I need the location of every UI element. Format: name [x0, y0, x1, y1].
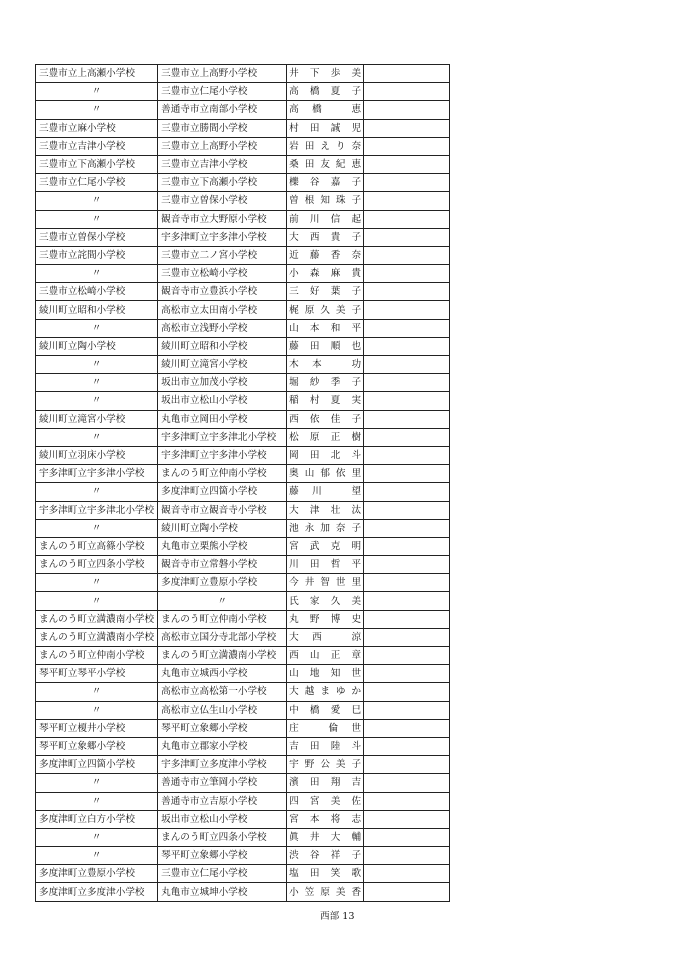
from-school-cell: 〃 [36, 192, 158, 210]
from-school-cell: 〃 [36, 83, 158, 101]
blank-cell [364, 683, 450, 701]
from-school-cell: 〃 [36, 319, 158, 337]
to-school-cell: 三豊市立上高野小学校 [158, 65, 287, 83]
blank-cell [364, 192, 450, 210]
to-school-cell: 高松市立太田南小学校 [158, 301, 287, 319]
table-row [36, 192, 450, 210]
teacher-name-cell [287, 392, 364, 410]
teacher-name: 近 藤 香 奈 [289, 249, 362, 261]
to-school-cell: 宇多津町立宇多津小学校 [158, 228, 287, 246]
to-school-cell: 三豊市立曽保小学校 [158, 192, 287, 210]
teacher-name-cell [287, 847, 364, 865]
to-school-cell: 三豊市立二ノ宮小学校 [158, 246, 287, 264]
table-row [36, 719, 450, 737]
blank-cell [364, 101, 450, 119]
to-school-cell: 宇多津町立宇多津北小学校 [158, 428, 287, 446]
from-school-cell: 〃 [36, 847, 158, 865]
to-school-cell: まんのう町立仲南小学校 [158, 465, 287, 483]
from-school-cell: 琴平町立榎井小学校 [36, 719, 158, 737]
blank-cell [364, 265, 450, 283]
from-school-cell: 三豊市立詫間小学校 [36, 246, 158, 264]
table-row [36, 265, 450, 283]
teacher-name-cell [287, 465, 364, 483]
teacher-name: 池 永 加 奈 子 [289, 522, 362, 534]
table-row [36, 392, 450, 410]
table-row [36, 301, 450, 319]
to-school-cell: まんのう町立満濃南小学校 [158, 647, 287, 665]
to-school-cell: 多度津町立四箇小学校 [158, 483, 287, 501]
teacher-name: 三 好 葉 子 [289, 286, 362, 298]
blank-cell [364, 828, 450, 846]
teacher-name-cell [287, 610, 364, 628]
to-school-cell: 琴平町立象郷小学校 [158, 847, 287, 865]
teacher-name: 西 依 佳 子 [289, 413, 362, 425]
table-row [36, 756, 450, 774]
teacher-name: 宇 野 公 美 子 [289, 759, 362, 771]
blank-cell [364, 246, 450, 264]
to-school-cell: 綾川町立滝宮小学校 [158, 356, 287, 374]
teacher-name-cell [287, 228, 364, 246]
table-row [36, 155, 450, 173]
teacher-name-cell [287, 65, 364, 83]
table-row [36, 465, 450, 483]
teacher-name-cell [287, 246, 364, 264]
table-row [36, 665, 450, 683]
table-row [36, 683, 450, 701]
to-school-cell: 坂出市立加茂小学校 [158, 374, 287, 392]
blank-cell [364, 665, 450, 683]
teacher-name-cell [287, 537, 364, 555]
table-row [36, 883, 450, 901]
blank-cell [364, 356, 450, 374]
from-school-cell: 多度津町立四箇小学校 [36, 756, 158, 774]
to-school-cell: 観音寺市立豊浜小学校 [158, 283, 287, 301]
from-school-cell: 〃 [36, 774, 158, 792]
table-row [36, 65, 450, 83]
blank-cell [364, 519, 450, 537]
teacher-name: 庄 倫 世 [289, 722, 362, 734]
teacher-name: 藤 田 順 也 [289, 340, 362, 352]
teacher-name-cell [287, 374, 364, 392]
blank-cell [364, 228, 450, 246]
blank-cell [364, 83, 450, 101]
from-school-cell: 綾川町立昭和小学校 [36, 301, 158, 319]
table-row [36, 701, 450, 719]
from-school-cell: まんのう町立満濃南小学校 [36, 628, 158, 646]
table-row [36, 574, 450, 592]
table-row [36, 828, 450, 846]
teacher-name-cell [287, 83, 364, 101]
to-school-cell: 丸亀市立城西小学校 [158, 665, 287, 683]
teacher-name-cell [287, 446, 364, 464]
to-school-cell: 綾川町立陶小学校 [158, 519, 287, 537]
from-school-cell: まんのう町立満濃南小学校 [36, 610, 158, 628]
teacher-name-cell [287, 556, 364, 574]
table-row [36, 592, 450, 610]
teacher-name: 井 下 歩 美 [289, 68, 362, 80]
table-row [36, 101, 450, 119]
blank-cell [364, 792, 450, 810]
table-row [36, 374, 450, 392]
teacher-name: 木 本 功 [289, 359, 362, 371]
teacher-name-cell [287, 828, 364, 846]
teacher-name: 大 西 涼 [289, 631, 362, 643]
teacher-name: 中 橋 愛 巳 [289, 704, 362, 716]
teacher-name-cell [287, 119, 364, 137]
to-school-cell: 〃 [158, 592, 287, 610]
to-school-cell: 観音寺市立観音寺小学校 [158, 501, 287, 519]
table-row [36, 356, 450, 374]
teacher-name: 濱 田 翔 吉 [289, 777, 362, 789]
blank-cell [364, 719, 450, 737]
teacher-name-cell [287, 319, 364, 337]
teacher-name: 眞 井 大 輔 [289, 831, 362, 843]
blank-cell [364, 337, 450, 355]
table-row [36, 210, 450, 228]
blank-cell [364, 155, 450, 173]
table-row [36, 410, 450, 428]
blank-cell [364, 65, 450, 83]
from-school-cell: 〃 [36, 356, 158, 374]
table-row [36, 119, 450, 137]
to-school-cell: 善通寺市立吉原小学校 [158, 792, 287, 810]
blank-cell [364, 537, 450, 555]
teacher-name-cell [287, 101, 364, 119]
to-school-cell: 三豊市立吉津小学校 [158, 155, 287, 173]
teacher-name-cell [287, 155, 364, 173]
transfer-table-body [36, 65, 450, 902]
table-row [36, 228, 450, 246]
teacher-name: 前 川 信 起 [289, 213, 362, 225]
blank-cell [364, 883, 450, 901]
teacher-name: 高 橋 夏 子 [289, 86, 362, 98]
from-school-cell: 〃 [36, 701, 158, 719]
blank-cell [364, 756, 450, 774]
teacher-name: 大 越 ま ゆ か [289, 686, 362, 698]
transfer-table [35, 64, 450, 902]
blank-cell [364, 210, 450, 228]
teacher-name: 四 宮 美 佐 [289, 795, 362, 807]
to-school-cell: 丸亀市立岡田小学校 [158, 410, 287, 428]
teacher-name: 奥 山 郁 依 里 [289, 468, 362, 480]
teacher-name-cell [287, 356, 364, 374]
from-school-cell: 多度津町立豊原小学校 [36, 865, 158, 883]
blank-cell [364, 847, 450, 865]
from-school-cell: 〃 [36, 592, 158, 610]
teacher-name-cell [287, 683, 364, 701]
from-school-cell: 〃 [36, 392, 158, 410]
teacher-name: 岡 田 北 斗 [289, 450, 362, 462]
blank-cell [364, 647, 450, 665]
teacher-name-cell [287, 647, 364, 665]
teacher-name: 松 原 正 樹 [289, 431, 362, 443]
teacher-name-cell [287, 519, 364, 537]
from-school-cell: 〃 [36, 519, 158, 537]
table-row [36, 319, 450, 337]
from-school-cell: まんのう町立四条小学校 [36, 556, 158, 574]
teacher-name: 塩 田 笑 歌 [289, 868, 362, 880]
blank-cell [364, 556, 450, 574]
teacher-name: 稲 村 夏 実 [289, 395, 362, 407]
teacher-name: 吉 田 陸 斗 [289, 741, 362, 753]
teacher-name-cell [287, 665, 364, 683]
from-school-cell: 三豊市立麻小学校 [36, 119, 158, 137]
from-school-cell: 〃 [36, 374, 158, 392]
table-row [36, 428, 450, 446]
to-school-cell: まんのう町立四条小学校 [158, 828, 287, 846]
teacher-name: 今 井 智 世 里 [289, 577, 362, 589]
teacher-name-cell [287, 883, 364, 901]
teacher-name: 山 地 知 世 [289, 668, 362, 680]
to-school-cell: 丸亀市立栗熊小学校 [158, 537, 287, 555]
blank-cell [364, 446, 450, 464]
teacher-name-cell [287, 774, 364, 792]
blank-cell [364, 174, 450, 192]
table-row [36, 137, 450, 155]
teacher-name: 宮 武 克 明 [289, 540, 362, 552]
table-row [36, 774, 450, 792]
teacher-name: 高 橋 恵 [289, 104, 362, 116]
teacher-name-cell [287, 428, 364, 446]
teacher-name: 村 田 誠 児 [289, 122, 362, 134]
to-school-cell: 三豊市立仁尾小学校 [158, 83, 287, 101]
teacher-name-cell [287, 137, 364, 155]
from-school-cell: 多度津町立多度津小学校 [36, 883, 158, 901]
teacher-name-cell [287, 301, 364, 319]
teacher-name-cell [287, 192, 364, 210]
table-row [36, 519, 450, 537]
teacher-name-cell [287, 174, 364, 192]
from-school-cell: 三豊市立下高瀬小学校 [36, 155, 158, 173]
from-school-cell: 三豊市立吉津小学校 [36, 137, 158, 155]
teacher-name: 氏 家 久 美 [289, 595, 362, 607]
to-school-cell: 善通寺市立筆岡小学校 [158, 774, 287, 792]
teacher-name: 堀 紗 季 子 [289, 377, 362, 389]
teacher-name-cell [287, 865, 364, 883]
from-school-cell: 琴平町立琴平小学校 [36, 665, 158, 683]
teacher-name: 櫟 谷 嘉 子 [289, 177, 362, 189]
teacher-name: 山 本 和 平 [289, 322, 362, 334]
blank-cell [364, 283, 450, 301]
to-school-cell: 琴平町立象郷小学校 [158, 719, 287, 737]
to-school-cell: 三豊市立仁尾小学校 [158, 865, 287, 883]
table-row [36, 647, 450, 665]
from-school-cell: 〃 [36, 574, 158, 592]
blank-cell [364, 137, 450, 155]
blank-cell [364, 574, 450, 592]
blank-cell [364, 774, 450, 792]
table-row [36, 446, 450, 464]
teacher-name: 丸 野 博 史 [289, 613, 362, 625]
to-school-cell: 三豊市立下高瀬小学校 [158, 174, 287, 192]
to-school-cell: 宇多津町立多度津小学校 [158, 756, 287, 774]
teacher-name: 岩 田 え り 奈 [289, 140, 362, 152]
to-school-cell: 観音寺市立大野原小学校 [158, 210, 287, 228]
table-row [36, 246, 450, 264]
teacher-name-cell [287, 792, 364, 810]
blank-cell [364, 301, 450, 319]
table-row [36, 737, 450, 755]
teacher-name: 小 笠 原 美 香 [289, 886, 362, 898]
to-school-cell: 丸亀市立城坤小学校 [158, 883, 287, 901]
table-row [36, 537, 450, 555]
blank-cell [364, 501, 450, 519]
teacher-name-cell [287, 265, 364, 283]
teacher-name-cell [287, 810, 364, 828]
blank-cell [364, 592, 450, 610]
from-school-cell: 〃 [36, 683, 158, 701]
table-row [36, 865, 450, 883]
teacher-name-cell [287, 483, 364, 501]
table-row [36, 483, 450, 501]
to-school-cell: 宇多津町立宇多津小学校 [158, 446, 287, 464]
from-school-cell: 琴平町立象郷小学校 [36, 737, 158, 755]
teacher-name-cell [287, 737, 364, 755]
table-row [36, 283, 450, 301]
from-school-cell: まんのう町立高篠小学校 [36, 537, 158, 555]
blank-cell [364, 374, 450, 392]
teacher-name: 小 森 麻 貴 [289, 268, 362, 280]
table-row [36, 792, 450, 810]
from-school-cell: 宇多津町立宇多津小学校 [36, 465, 158, 483]
from-school-cell: 〃 [36, 101, 158, 119]
teacher-name: 渋 谷 祥 子 [289, 850, 362, 862]
teacher-name-cell [287, 210, 364, 228]
teacher-name-cell [287, 410, 364, 428]
from-school-cell: 三豊市立曽保小学校 [36, 228, 158, 246]
to-school-cell: 高松市立高松第一小学校 [158, 683, 287, 701]
teacher-name: 宮 本 将 志 [289, 813, 362, 825]
to-school-cell: 坂出市立松山小学校 [158, 810, 287, 828]
teacher-name-cell [287, 501, 364, 519]
blank-cell [364, 628, 450, 646]
blank-cell [364, 610, 450, 628]
from-school-cell: 〃 [36, 428, 158, 446]
to-school-cell: 綾川町立昭和小学校 [158, 337, 287, 355]
to-school-cell: 善通寺市立南部小学校 [158, 101, 287, 119]
from-school-cell: 〃 [36, 265, 158, 283]
blank-cell [364, 428, 450, 446]
from-school-cell: 三豊市立仁尾小学校 [36, 174, 158, 192]
blank-cell [364, 465, 450, 483]
teacher-name-cell [287, 337, 364, 355]
blank-cell [364, 865, 450, 883]
from-school-cell: 宇多津町立宇多津北小学校 [36, 501, 158, 519]
blank-cell [364, 483, 450, 501]
teacher-name-cell [287, 756, 364, 774]
from-school-cell: 三豊市立上高瀬小学校 [36, 65, 158, 83]
from-school-cell: 多度津町立白方小学校 [36, 810, 158, 828]
blank-cell [364, 737, 450, 755]
teacher-name: 藤 川 望 [289, 486, 362, 498]
to-school-cell: 三豊市立上高野小学校 [158, 137, 287, 155]
from-school-cell: 綾川町立滝宮小学校 [36, 410, 158, 428]
blank-cell [364, 701, 450, 719]
teacher-name: 梶 原 久 美 子 [289, 304, 362, 316]
from-school-cell: 〃 [36, 792, 158, 810]
to-school-cell: 観音寺市立常磐小学校 [158, 556, 287, 574]
teacher-name-cell [287, 592, 364, 610]
teacher-name-cell [287, 574, 364, 592]
to-school-cell: 高松市立浅野小学校 [158, 319, 287, 337]
teacher-name: 大 西 貴 子 [289, 231, 362, 243]
from-school-cell: 〃 [36, 828, 158, 846]
to-school-cell: 坂出市立松山小学校 [158, 392, 287, 410]
teacher-name-cell [287, 701, 364, 719]
to-school-cell: 多度津町立豊原小学校 [158, 574, 287, 592]
blank-cell [364, 410, 450, 428]
from-school-cell: 〃 [36, 210, 158, 228]
table-row [36, 174, 450, 192]
blank-cell [364, 319, 450, 337]
from-school-cell: 〃 [36, 483, 158, 501]
from-school-cell: 綾川町立羽床小学校 [36, 446, 158, 464]
blank-cell [364, 392, 450, 410]
from-school-cell: 綾川町立陶小学校 [36, 337, 158, 355]
table-row [36, 847, 450, 865]
to-school-cell: 三豊市立松崎小学校 [158, 265, 287, 283]
to-school-cell: まんのう町立仲南小学校 [158, 610, 287, 628]
table-row [36, 628, 450, 646]
to-school-cell: 三豊市立勝間小学校 [158, 119, 287, 137]
blank-cell [364, 810, 450, 828]
to-school-cell: 高松市立仏生山小学校 [158, 701, 287, 719]
teacher-name: 桑 田 友 紀 恵 [289, 159, 362, 171]
table-row [36, 337, 450, 355]
teacher-name: 曽 根 知 珠 子 [289, 195, 362, 207]
teacher-name: 大 津 壮 汰 [289, 504, 362, 516]
table-row [36, 610, 450, 628]
table-row [36, 501, 450, 519]
from-school-cell: まんのう町立仲南小学校 [36, 647, 158, 665]
teacher-name-cell [287, 283, 364, 301]
table-row [36, 810, 450, 828]
teacher-name: 西 山 正 章 [289, 650, 362, 662]
from-school-cell: 三豊市立松崎小学校 [36, 283, 158, 301]
teacher-name: 川 田 哲 平 [289, 559, 362, 571]
table-row [36, 83, 450, 101]
table-row [36, 556, 450, 574]
teacher-name-cell [287, 719, 364, 737]
to-school-cell: 高松市立国分寺北部小学校 [158, 628, 287, 646]
blank-cell [364, 119, 450, 137]
teacher-name-cell [287, 628, 364, 646]
to-school-cell: 丸亀市立郡家小学校 [158, 737, 287, 755]
page-footer: 西部 13 [320, 911, 355, 922]
